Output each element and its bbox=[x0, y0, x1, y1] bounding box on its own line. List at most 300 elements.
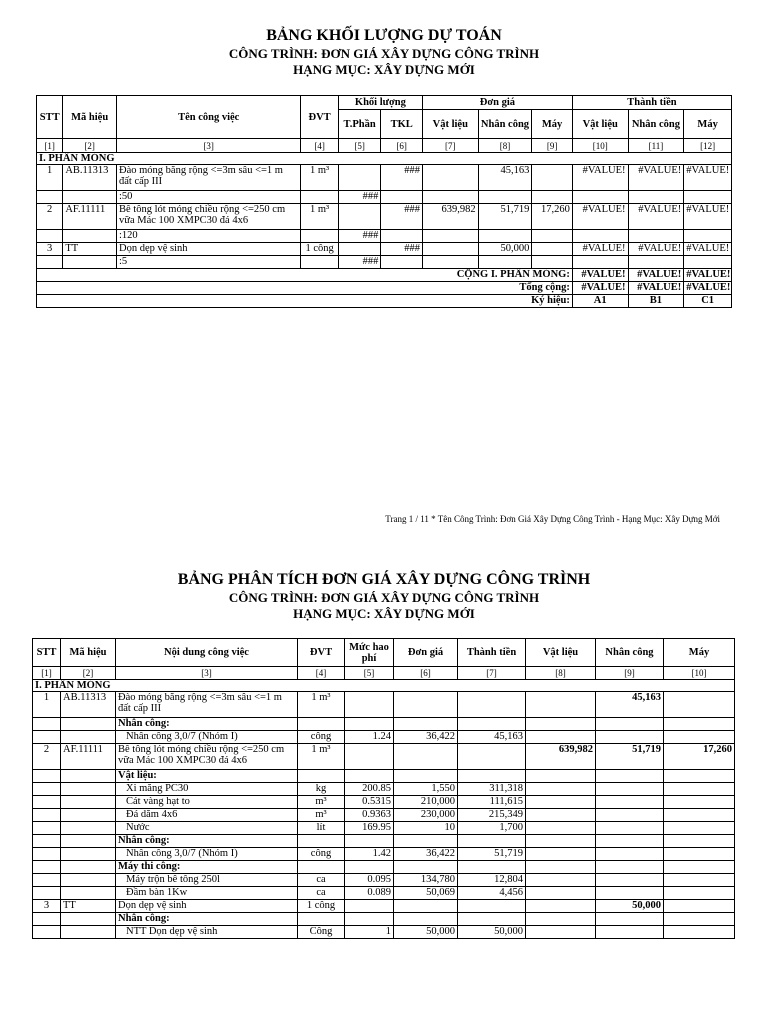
blank-cell bbox=[61, 887, 116, 900]
blank-cell bbox=[664, 796, 735, 809]
blank-cell bbox=[61, 796, 116, 809]
blank-cell bbox=[596, 796, 664, 809]
item-sub-row bbox=[37, 256, 732, 269]
resource-hao-phi: 1 bbox=[345, 926, 394, 939]
col-ma-hieu: Mã hiệu bbox=[63, 96, 117, 139]
total-a: #VALUE! bbox=[572, 269, 628, 282]
resource-don-gia: 210,000 bbox=[394, 796, 458, 809]
item-stt: 3 bbox=[37, 243, 63, 256]
item-may bbox=[664, 692, 735, 718]
blank-cell bbox=[345, 718, 394, 731]
item-noi-dung: Dọn dẹp vệ sinh bbox=[116, 900, 298, 913]
resource-row bbox=[33, 796, 735, 809]
blank-cell bbox=[381, 191, 423, 204]
item-ma-hieu: TT bbox=[61, 900, 116, 913]
blank-cell bbox=[664, 861, 735, 874]
blank-cell bbox=[664, 835, 735, 848]
col-tt-may: Máy bbox=[684, 110, 732, 139]
blank-cell bbox=[33, 718, 61, 731]
blank-cell bbox=[33, 874, 61, 887]
item-don-gia-nc: 45,163 bbox=[478, 165, 532, 191]
item-don-gia-nc: 50,000 bbox=[478, 243, 532, 256]
item-hao-phi bbox=[345, 744, 394, 770]
index-cell: [7] bbox=[458, 667, 526, 680]
blank-cell bbox=[345, 913, 394, 926]
total-label: CỘNG I. PHẦN MÓNG: bbox=[37, 269, 573, 282]
resource-name: NTT Dọn dẹp vệ sinh bbox=[116, 926, 298, 939]
index-cell: [6] bbox=[381, 139, 423, 153]
blank-cell bbox=[298, 770, 345, 783]
doc2-subtitle-2: HẠNG MỤC: XÂY DỰNG MỚI bbox=[293, 606, 475, 621]
doc1-subtitle-1: CÔNG TRÌNH: ĐƠN GIÁ XÂY DỰNG CÔNG TRÌNH bbox=[228, 46, 540, 61]
blank-cell bbox=[33, 770, 61, 783]
blank-cell bbox=[63, 191, 117, 204]
blank-cell bbox=[596, 809, 664, 822]
blank-cell bbox=[422, 256, 478, 269]
resource-name: Đầm bàn 1Kw bbox=[116, 887, 298, 900]
blank-cell bbox=[526, 848, 596, 861]
item-formula: :120 bbox=[117, 230, 301, 243]
estimate-table bbox=[36, 95, 732, 308]
item-stt: 2 bbox=[37, 204, 63, 230]
blank-cell bbox=[61, 809, 116, 822]
total-a: A1 bbox=[572, 295, 628, 308]
item-dvt: 1 m³ bbox=[298, 744, 345, 770]
item-sub-row bbox=[37, 191, 732, 204]
item-don-gia-vl bbox=[422, 243, 478, 256]
item-stt: 1 bbox=[33, 692, 61, 718]
item-tphan bbox=[338, 204, 381, 230]
blank-cell bbox=[532, 230, 573, 243]
blank-cell bbox=[526, 770, 596, 783]
item-hao-phi bbox=[345, 900, 394, 913]
item-thanh-tien bbox=[458, 692, 526, 718]
blank-cell bbox=[301, 256, 338, 269]
blank-cell bbox=[61, 848, 116, 861]
blank-cell bbox=[532, 191, 573, 204]
resource-unit: m³ bbox=[298, 796, 345, 809]
resource-name: Xi măng PC30 bbox=[116, 783, 298, 796]
group-row bbox=[33, 718, 735, 731]
blank-cell bbox=[532, 256, 573, 269]
group-row bbox=[33, 861, 735, 874]
resource-don-gia: 1,550 bbox=[394, 783, 458, 796]
blank-cell bbox=[596, 731, 664, 744]
blank-cell bbox=[345, 770, 394, 783]
item-tt-nc: #VALUE! bbox=[628, 204, 684, 230]
item-ma-hieu: AF.11111 bbox=[63, 204, 117, 230]
item-ma-hieu: AB.11313 bbox=[61, 692, 116, 718]
resource-row bbox=[33, 731, 735, 744]
index-cell: [8] bbox=[478, 139, 532, 153]
item-don-gia-may bbox=[532, 165, 573, 191]
item-don-gia-may: 17,260 bbox=[532, 204, 573, 230]
item-ten: Bê tông lót móng chiều rộng <=250 cm vữa Mác 100 XMPC30 đá 4x6 bbox=[117, 204, 301, 230]
index-cell: [6] bbox=[394, 667, 458, 680]
resource-row bbox=[33, 809, 735, 822]
resource-unit: lít bbox=[298, 822, 345, 835]
item-dvt: 1 công bbox=[301, 243, 338, 256]
analysis-item-row bbox=[33, 900, 735, 913]
index-cell: [12] bbox=[684, 139, 732, 153]
resource-hao-phi: 0.095 bbox=[345, 874, 394, 887]
index-cell: [3] bbox=[117, 139, 301, 153]
index-row bbox=[37, 139, 732, 153]
col2-don-gia: Đơn giá bbox=[394, 639, 458, 667]
item-sub-row bbox=[37, 230, 732, 243]
col-may: Máy bbox=[532, 110, 573, 139]
blank-cell bbox=[596, 913, 664, 926]
blank-cell bbox=[394, 913, 458, 926]
resource-unit: công bbox=[298, 848, 345, 861]
item-noi-dung: Bê tông lót móng chiều rộng <=250 cm vữa Mác 100 XMPC30 đá 4x6 bbox=[116, 744, 298, 770]
item-don-gia-vl: 639,982 bbox=[422, 204, 478, 230]
blank-cell bbox=[33, 822, 61, 835]
item-tphan bbox=[338, 243, 381, 256]
resource-name: Nước bbox=[116, 822, 298, 835]
col-tt-vat-lieu: Vật liệu bbox=[572, 110, 628, 139]
resource-row bbox=[33, 848, 735, 861]
item-tt-vl: #VALUE! bbox=[572, 165, 628, 191]
blank-cell bbox=[37, 230, 63, 243]
resource-hao-phi: 200.85 bbox=[345, 783, 394, 796]
index-cell: [2] bbox=[61, 667, 116, 680]
doc1-title: BẢNG KHỐI LƯỢNG DỰ TOÁN bbox=[266, 27, 502, 44]
col-ten-cong-viec: Tên công việc bbox=[117, 96, 301, 139]
blank-cell bbox=[664, 822, 735, 835]
blank-cell bbox=[61, 718, 116, 731]
index-cell: [10] bbox=[664, 667, 735, 680]
col-thanh-tien: Thành tiền bbox=[572, 96, 731, 110]
blank-cell bbox=[33, 887, 61, 900]
total-c: #VALUE! bbox=[684, 282, 732, 295]
item-sub-tphan: ### bbox=[338, 230, 381, 243]
total-c: C1 bbox=[684, 295, 732, 308]
blank-cell bbox=[684, 256, 732, 269]
item-tkl: ### bbox=[381, 165, 423, 191]
blank-cell bbox=[394, 718, 458, 731]
index-cell: [1] bbox=[33, 667, 61, 680]
item-dvt: 1 m³ bbox=[301, 204, 338, 230]
blank-cell bbox=[458, 770, 526, 783]
blank-cell bbox=[596, 718, 664, 731]
index-cell: [10] bbox=[572, 139, 628, 153]
index-row bbox=[33, 667, 735, 680]
item-sub-tphan: ### bbox=[338, 191, 381, 204]
blank-cell bbox=[664, 783, 735, 796]
doc2-title: BẢNG PHÂN TÍCH ĐƠN GIÁ XÂY DỰNG CÔNG TRÌNH bbox=[177, 571, 591, 588]
item-ma-hieu: TT bbox=[63, 243, 117, 256]
item-ma-hieu: AF.11111 bbox=[61, 744, 116, 770]
resource-thanh-tien: 215,349 bbox=[458, 809, 526, 822]
item-dvt: 1 công bbox=[298, 900, 345, 913]
blank-cell bbox=[526, 926, 596, 939]
blank-cell bbox=[458, 861, 526, 874]
resource-row bbox=[33, 887, 735, 900]
resource-row bbox=[33, 822, 735, 835]
resource-hao-phi: 0.9363 bbox=[345, 809, 394, 822]
blank-cell bbox=[33, 731, 61, 744]
blank-cell bbox=[61, 731, 116, 744]
resource-row bbox=[33, 783, 735, 796]
blank-cell bbox=[61, 861, 116, 874]
col2-stt: STT bbox=[33, 639, 61, 667]
blank-cell bbox=[301, 230, 338, 243]
resource-name: Cát vàng hạt to bbox=[116, 796, 298, 809]
col2-noi-dung: Nội dung công việc bbox=[116, 639, 298, 667]
blank-cell bbox=[526, 874, 596, 887]
blank-cell bbox=[345, 861, 394, 874]
blank-cell bbox=[596, 861, 664, 874]
col2-dvt: ĐVT bbox=[298, 639, 345, 667]
item-don-gia-may bbox=[532, 243, 573, 256]
section-label: I. PHẦN MÓNG bbox=[37, 153, 732, 165]
doc2-titles bbox=[0, 570, 768, 622]
resource-unit: ca bbox=[298, 887, 345, 900]
total-b: #VALUE! bbox=[628, 269, 684, 282]
analysis-item-row bbox=[33, 744, 735, 770]
blank-cell bbox=[301, 191, 338, 204]
blank-cell bbox=[458, 835, 526, 848]
col-vat-lieu: Vật liệu bbox=[422, 110, 478, 139]
total-row bbox=[37, 295, 732, 308]
resource-hao-phi: 1.42 bbox=[345, 848, 394, 861]
blank-cell bbox=[526, 731, 596, 744]
resource-thanh-tien: 111,615 bbox=[458, 796, 526, 809]
section-label: I. PHẦN MÓNG bbox=[33, 680, 735, 692]
section-row bbox=[33, 680, 735, 692]
item-stt: 3 bbox=[33, 900, 61, 913]
item-ma-hieu: AB.11313 bbox=[63, 165, 117, 191]
item-vat-lieu bbox=[526, 900, 596, 913]
blank-cell bbox=[628, 191, 684, 204]
blank-cell bbox=[345, 835, 394, 848]
total-a: #VALUE! bbox=[572, 282, 628, 295]
blank-cell bbox=[33, 783, 61, 796]
index-cell: [2] bbox=[63, 139, 117, 153]
blank-cell bbox=[33, 796, 61, 809]
resource-unit: kg bbox=[298, 783, 345, 796]
blank-cell bbox=[664, 809, 735, 822]
blank-cell bbox=[298, 835, 345, 848]
resource-name: Đá dăm 4x6 bbox=[116, 809, 298, 822]
blank-cell bbox=[664, 718, 735, 731]
resource-thanh-tien: 51,719 bbox=[458, 848, 526, 861]
page-footer: Trang 1 / 11 * Tên Công Trình: Đơn Giá Xây Dựng Công Trình - Hạng Mục: Xây Dựng Mới bbox=[385, 514, 720, 524]
resource-hao-phi: 0.089 bbox=[345, 887, 394, 900]
index-cell: [4] bbox=[298, 667, 345, 680]
resource-thanh-tien: 45,163 bbox=[458, 731, 526, 744]
item-thanh-tien bbox=[458, 744, 526, 770]
item-hao-phi bbox=[345, 692, 394, 718]
item-tt-nc: #VALUE! bbox=[628, 243, 684, 256]
resource-don-gia: 230,000 bbox=[394, 809, 458, 822]
blank-cell bbox=[478, 230, 532, 243]
analysis-item-row bbox=[33, 692, 735, 718]
col2-vat-lieu: Vật liệu bbox=[526, 639, 596, 667]
doc2-subtitle-1: CÔNG TRÌNH: ĐƠN GIÁ XÂY DỰNG CÔNG TRÌNH bbox=[228, 590, 540, 605]
item-tt-may: #VALUE! bbox=[684, 243, 732, 256]
resource-don-gia: 36,422 bbox=[394, 848, 458, 861]
item-tt-may: #VALUE! bbox=[684, 204, 732, 230]
item-nhan-cong: 51,719 bbox=[596, 744, 664, 770]
blank-cell bbox=[596, 887, 664, 900]
item-row bbox=[37, 165, 732, 191]
item-tt-vl: #VALUE! bbox=[572, 243, 628, 256]
item-ten: Đào móng băng rộng <=3m sâu <=1 m đất cấp III bbox=[117, 165, 301, 191]
blank-cell bbox=[33, 861, 61, 874]
group-label: Máy thi công: bbox=[116, 861, 298, 874]
blank-cell bbox=[664, 887, 735, 900]
blank-cell bbox=[664, 874, 735, 887]
group-row bbox=[33, 835, 735, 848]
blank-cell bbox=[664, 926, 735, 939]
blank-cell bbox=[394, 861, 458, 874]
blank-cell bbox=[394, 835, 458, 848]
blank-cell bbox=[63, 230, 117, 243]
blank-cell bbox=[526, 913, 596, 926]
resource-don-gia: 36,422 bbox=[394, 731, 458, 744]
blank-cell bbox=[61, 913, 116, 926]
index-cell: [3] bbox=[116, 667, 298, 680]
resource-don-gia: 50,069 bbox=[394, 887, 458, 900]
group-row bbox=[33, 913, 735, 926]
index-cell: [1] bbox=[37, 139, 63, 153]
resource-row bbox=[33, 926, 735, 939]
item-noi-dung: Đào móng băng rộng <=3m sâu <=1 m đất cấp III bbox=[116, 692, 298, 718]
blank-cell bbox=[596, 835, 664, 848]
unit-price-analysis-table bbox=[32, 638, 735, 939]
resource-unit: m³ bbox=[298, 809, 345, 822]
resource-hao-phi: 1.24 bbox=[345, 731, 394, 744]
group-label: Nhân công: bbox=[116, 835, 298, 848]
blank-cell bbox=[61, 835, 116, 848]
total-b: B1 bbox=[628, 295, 684, 308]
index-cell: [4] bbox=[301, 139, 338, 153]
blank-cell bbox=[478, 191, 532, 204]
blank-cell bbox=[33, 848, 61, 861]
blank-cell bbox=[37, 256, 63, 269]
resource-name: Máy trộn bê tông 250l bbox=[116, 874, 298, 887]
item-don-gia-nc: 51,719 bbox=[478, 204, 532, 230]
resource-name: Nhân công 3,0/7 (Nhóm I) bbox=[116, 731, 298, 744]
total-row bbox=[37, 269, 732, 282]
resource-thanh-tien: 4,456 bbox=[458, 887, 526, 900]
resource-unit: ca bbox=[298, 874, 345, 887]
item-nhan-cong: 50,000 bbox=[596, 900, 664, 913]
col-khoi-luong: Khối lượng bbox=[338, 96, 422, 110]
col2-muc-hao-phi: Mức hao phí bbox=[345, 639, 394, 667]
item-sub-tphan: ### bbox=[338, 256, 381, 269]
item-formula: :50 bbox=[117, 191, 301, 204]
blank-cell bbox=[33, 913, 61, 926]
resource-don-gia: 134,780 bbox=[394, 874, 458, 887]
blank-cell bbox=[572, 230, 628, 243]
item-don-gia bbox=[394, 692, 458, 718]
col2-may: Máy bbox=[664, 639, 735, 667]
blank-cell bbox=[596, 822, 664, 835]
blank-cell bbox=[596, 848, 664, 861]
blank-cell bbox=[664, 913, 735, 926]
item-tt-nc: #VALUE! bbox=[628, 165, 684, 191]
blank-cell bbox=[526, 835, 596, 848]
total-row bbox=[37, 282, 732, 295]
blank-cell bbox=[596, 926, 664, 939]
index-cell: [11] bbox=[628, 139, 684, 153]
blank-cell bbox=[61, 926, 116, 939]
index-cell: [5] bbox=[338, 139, 381, 153]
blank-cell bbox=[572, 191, 628, 204]
resource-thanh-tien: 311,318 bbox=[458, 783, 526, 796]
blank-cell bbox=[596, 783, 664, 796]
blank-cell bbox=[628, 256, 684, 269]
blank-cell bbox=[33, 926, 61, 939]
blank-cell bbox=[298, 718, 345, 731]
item-dvt: 1 m³ bbox=[298, 692, 345, 718]
col-tphan: T.Phần bbox=[338, 110, 381, 139]
index-cell: [5] bbox=[345, 667, 394, 680]
blank-cell bbox=[526, 887, 596, 900]
blank-cell bbox=[684, 230, 732, 243]
item-don-gia-vl bbox=[422, 165, 478, 191]
item-dvt: 1 m³ bbox=[301, 165, 338, 191]
item-may bbox=[664, 900, 735, 913]
resource-name: Nhân công 3,0/7 (Nhóm I) bbox=[116, 848, 298, 861]
blank-cell bbox=[596, 770, 664, 783]
blank-cell bbox=[628, 230, 684, 243]
blank-cell bbox=[664, 731, 735, 744]
blank-cell bbox=[61, 783, 116, 796]
blank-cell bbox=[298, 913, 345, 926]
blank-cell bbox=[478, 256, 532, 269]
blank-cell bbox=[526, 718, 596, 731]
item-tkl: ### bbox=[381, 204, 423, 230]
blank-cell bbox=[422, 230, 478, 243]
resource-thanh-tien: 12,804 bbox=[458, 874, 526, 887]
blank-cell bbox=[458, 913, 526, 926]
item-row bbox=[37, 204, 732, 230]
item-don-gia bbox=[394, 744, 458, 770]
total-label: Ký hiệu: bbox=[37, 295, 573, 308]
blank-cell bbox=[526, 796, 596, 809]
group-row bbox=[33, 770, 735, 783]
item-row bbox=[37, 243, 732, 256]
blank-cell bbox=[37, 191, 63, 204]
col-don-gia: Đơn giá bbox=[422, 96, 572, 110]
index-cell: [8] bbox=[526, 667, 596, 680]
item-tkl: ### bbox=[381, 243, 423, 256]
item-don-gia bbox=[394, 900, 458, 913]
blank-cell bbox=[381, 256, 423, 269]
resource-don-gia: 50,000 bbox=[394, 926, 458, 939]
col2-ma-hieu: Mã hiệu bbox=[61, 639, 116, 667]
blank-cell bbox=[63, 256, 117, 269]
col2-nhan-cong: Nhân công bbox=[596, 639, 664, 667]
resource-unit: Công bbox=[298, 926, 345, 939]
item-vat-lieu: 639,982 bbox=[526, 744, 596, 770]
group-label: Nhân công: bbox=[116, 718, 298, 731]
blank-cell bbox=[526, 809, 596, 822]
doc1-titles bbox=[0, 26, 768, 78]
col-tt-nhan-cong: Nhân công bbox=[628, 110, 684, 139]
blank-cell bbox=[526, 822, 596, 835]
blank-cell bbox=[394, 770, 458, 783]
col-stt: STT bbox=[37, 96, 63, 139]
blank-cell bbox=[596, 874, 664, 887]
index-cell: [7] bbox=[422, 139, 478, 153]
blank-cell bbox=[61, 822, 116, 835]
total-c: #VALUE! bbox=[684, 269, 732, 282]
